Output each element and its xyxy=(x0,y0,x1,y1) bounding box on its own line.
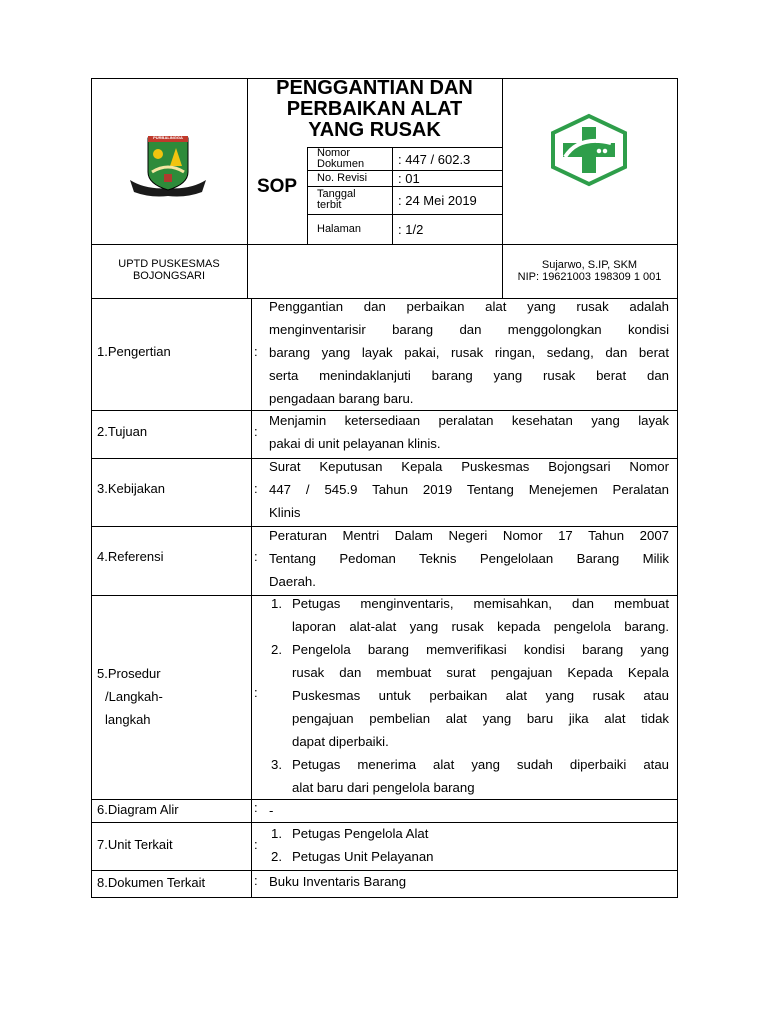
section-colon: : xyxy=(254,424,258,439)
section-colon: : xyxy=(254,800,258,815)
section-label-tujuan: 2.Tujuan xyxy=(97,424,148,439)
section-colon: : xyxy=(254,873,258,888)
item-number: 3. xyxy=(271,757,282,772)
org-line: UPTD PUSKESMAS xyxy=(118,258,220,270)
field-value-tanggal-terbit: : 24 Mei 2019 xyxy=(398,193,477,208)
label-line: terbit xyxy=(317,199,342,211)
left-logo-text: PURBALINGGA xyxy=(153,135,183,140)
text-line: Buku Inventaris Barang xyxy=(269,874,407,889)
item-number: 1. xyxy=(271,596,282,611)
section-text-tujuan xyxy=(269,409,669,455)
text-line: Petugas menerima alat yang sudah diperbaiki atau xyxy=(292,757,669,772)
section-text-pengertian xyxy=(269,295,669,410)
text-line: Petugas Pengelola Alat xyxy=(292,826,429,841)
text-line: Penggantian dan perbaikan alat yang rusak adalah xyxy=(269,299,669,314)
section-text-diagram-alir xyxy=(269,799,669,822)
procedure-item xyxy=(269,592,669,638)
text-line: Petugas Unit Pelayanan xyxy=(292,849,434,864)
label-line: 5.Prosedur xyxy=(97,666,161,681)
section-label-kebijakan: 3.Kebijakan xyxy=(97,481,165,496)
signer-name: Sujarwo, S.IP, SKM xyxy=(541,259,638,271)
puskesmas-logo-icon xyxy=(549,113,629,187)
section-label-pengertian: 1.Pengertian xyxy=(97,344,171,359)
text-line: pengajuan pembelian alat yang baru jika alat tidak xyxy=(292,711,669,726)
text-line: barang yang layak pakai, rusak ringan, sedang, dan berat xyxy=(269,345,669,360)
field-label-halaman xyxy=(317,224,361,235)
signer-nip: NIP: 19621003 198309 1 001 xyxy=(517,271,662,283)
field-label-no-revisi xyxy=(317,173,367,184)
text-line: 447 / 545.9 Tahun 2019 Tentang Menejemen Peralatan xyxy=(269,482,669,497)
text-line: pengadaan barang baru. xyxy=(269,391,414,406)
section-label-unit-terkait: 7.Unit Terkait xyxy=(97,837,173,852)
unit-list xyxy=(269,822,669,868)
section-colon: : xyxy=(254,481,258,496)
text-line: Daerah. xyxy=(269,574,316,589)
text-line: Petugas menginventaris, memisahkan, dan membuat xyxy=(292,596,669,611)
organization-name xyxy=(91,258,247,282)
section-text-referensi xyxy=(269,524,669,593)
section-text-dokumen-terkait xyxy=(269,870,669,893)
sop-label: SOP xyxy=(256,176,298,197)
right-logo xyxy=(549,113,629,187)
text-line: serta menindaklanjuti barang yang rusak berat dan xyxy=(269,368,669,383)
text-line: Tentang Pedoman Teknis Pengelolaan Barang Milik xyxy=(269,551,669,566)
section-text-kebijakan xyxy=(269,455,669,524)
item-number: 2. xyxy=(271,642,282,657)
text-line: Puskesmas untuk perbaikan alat yang rusak atau xyxy=(292,688,669,703)
label-line: langkah xyxy=(105,712,151,727)
left-logo xyxy=(126,132,210,202)
procedure-item xyxy=(269,753,669,799)
text-line: alat baru dari pengelola barang xyxy=(292,780,475,795)
section-colon: : xyxy=(254,549,258,564)
item-number: 2. xyxy=(271,849,282,864)
text-line: Pengelola barang memverifikasi kondisi barang yang xyxy=(292,642,669,657)
label-line: Halaman xyxy=(317,223,362,235)
field-value-halaman: : 1/2 xyxy=(398,222,424,237)
label-line: Nomor xyxy=(317,147,351,159)
unit-item xyxy=(269,845,669,868)
text-line: Klinis xyxy=(269,505,301,520)
title-line: YANG RUSAK xyxy=(308,119,441,141)
text-line: menginventarisir barang dan menggolongkan kondisi xyxy=(269,322,669,337)
title-line: PENGGANTIAN DAN xyxy=(276,77,473,99)
field-label-nomor-dokumen xyxy=(317,148,364,170)
section-label-dokumen-terkait: 8.Dokumen Terkait xyxy=(97,875,206,890)
text-line: rusak dan membuat surat pengajuan Kepada Kepala xyxy=(292,665,669,680)
text-line: Menjamin ketersediaan peralatan kesehatan yang layak xyxy=(269,413,669,428)
section-colon: : xyxy=(254,344,258,359)
procedure-list xyxy=(269,592,669,799)
text-line: Surat Keputusan Kepala Puskesmas Bojongsari Nomor xyxy=(269,459,669,474)
item-number: 1. xyxy=(271,826,282,841)
section-colon: : xyxy=(254,685,258,700)
label-line: Tanggal xyxy=(317,188,356,200)
unit-item xyxy=(269,822,669,845)
section-colon: : xyxy=(254,837,258,852)
purbalingga-emblem-icon xyxy=(126,132,210,202)
text-line: pakai di unit pelayanan klinis. xyxy=(269,436,441,451)
field-value-nomor-dokumen: : 447 / 602.3 xyxy=(398,152,471,167)
title-line: PERBAIKAN ALAT xyxy=(286,98,463,120)
field-label-tanggal-terbit xyxy=(317,189,356,211)
org-line: BOJONGSARI xyxy=(132,270,206,282)
text-line: dapat diperbaiki. xyxy=(292,734,389,749)
procedure-item xyxy=(269,638,669,753)
section-label-diagram-alir: 6.Diagram Alir xyxy=(97,802,179,817)
text-line: - xyxy=(269,803,274,818)
label-line: Dokumen xyxy=(317,158,365,170)
section-label-prosedur xyxy=(97,662,163,731)
signer-block xyxy=(502,259,677,283)
label-line: /Langkah- xyxy=(105,689,163,704)
field-value-no-revisi: : 01 xyxy=(398,171,420,186)
text-line: Peraturan Mentri Dalam Negeri Nomor 17 Tahun 2007 xyxy=(269,528,669,543)
document-title xyxy=(247,78,502,141)
text-line: laporan alat-alat yang rusak kepada pengelola barang. xyxy=(292,619,669,634)
section-label-referensi: 4.Referensi xyxy=(97,549,164,564)
label-line: No. Revisi xyxy=(317,172,368,184)
